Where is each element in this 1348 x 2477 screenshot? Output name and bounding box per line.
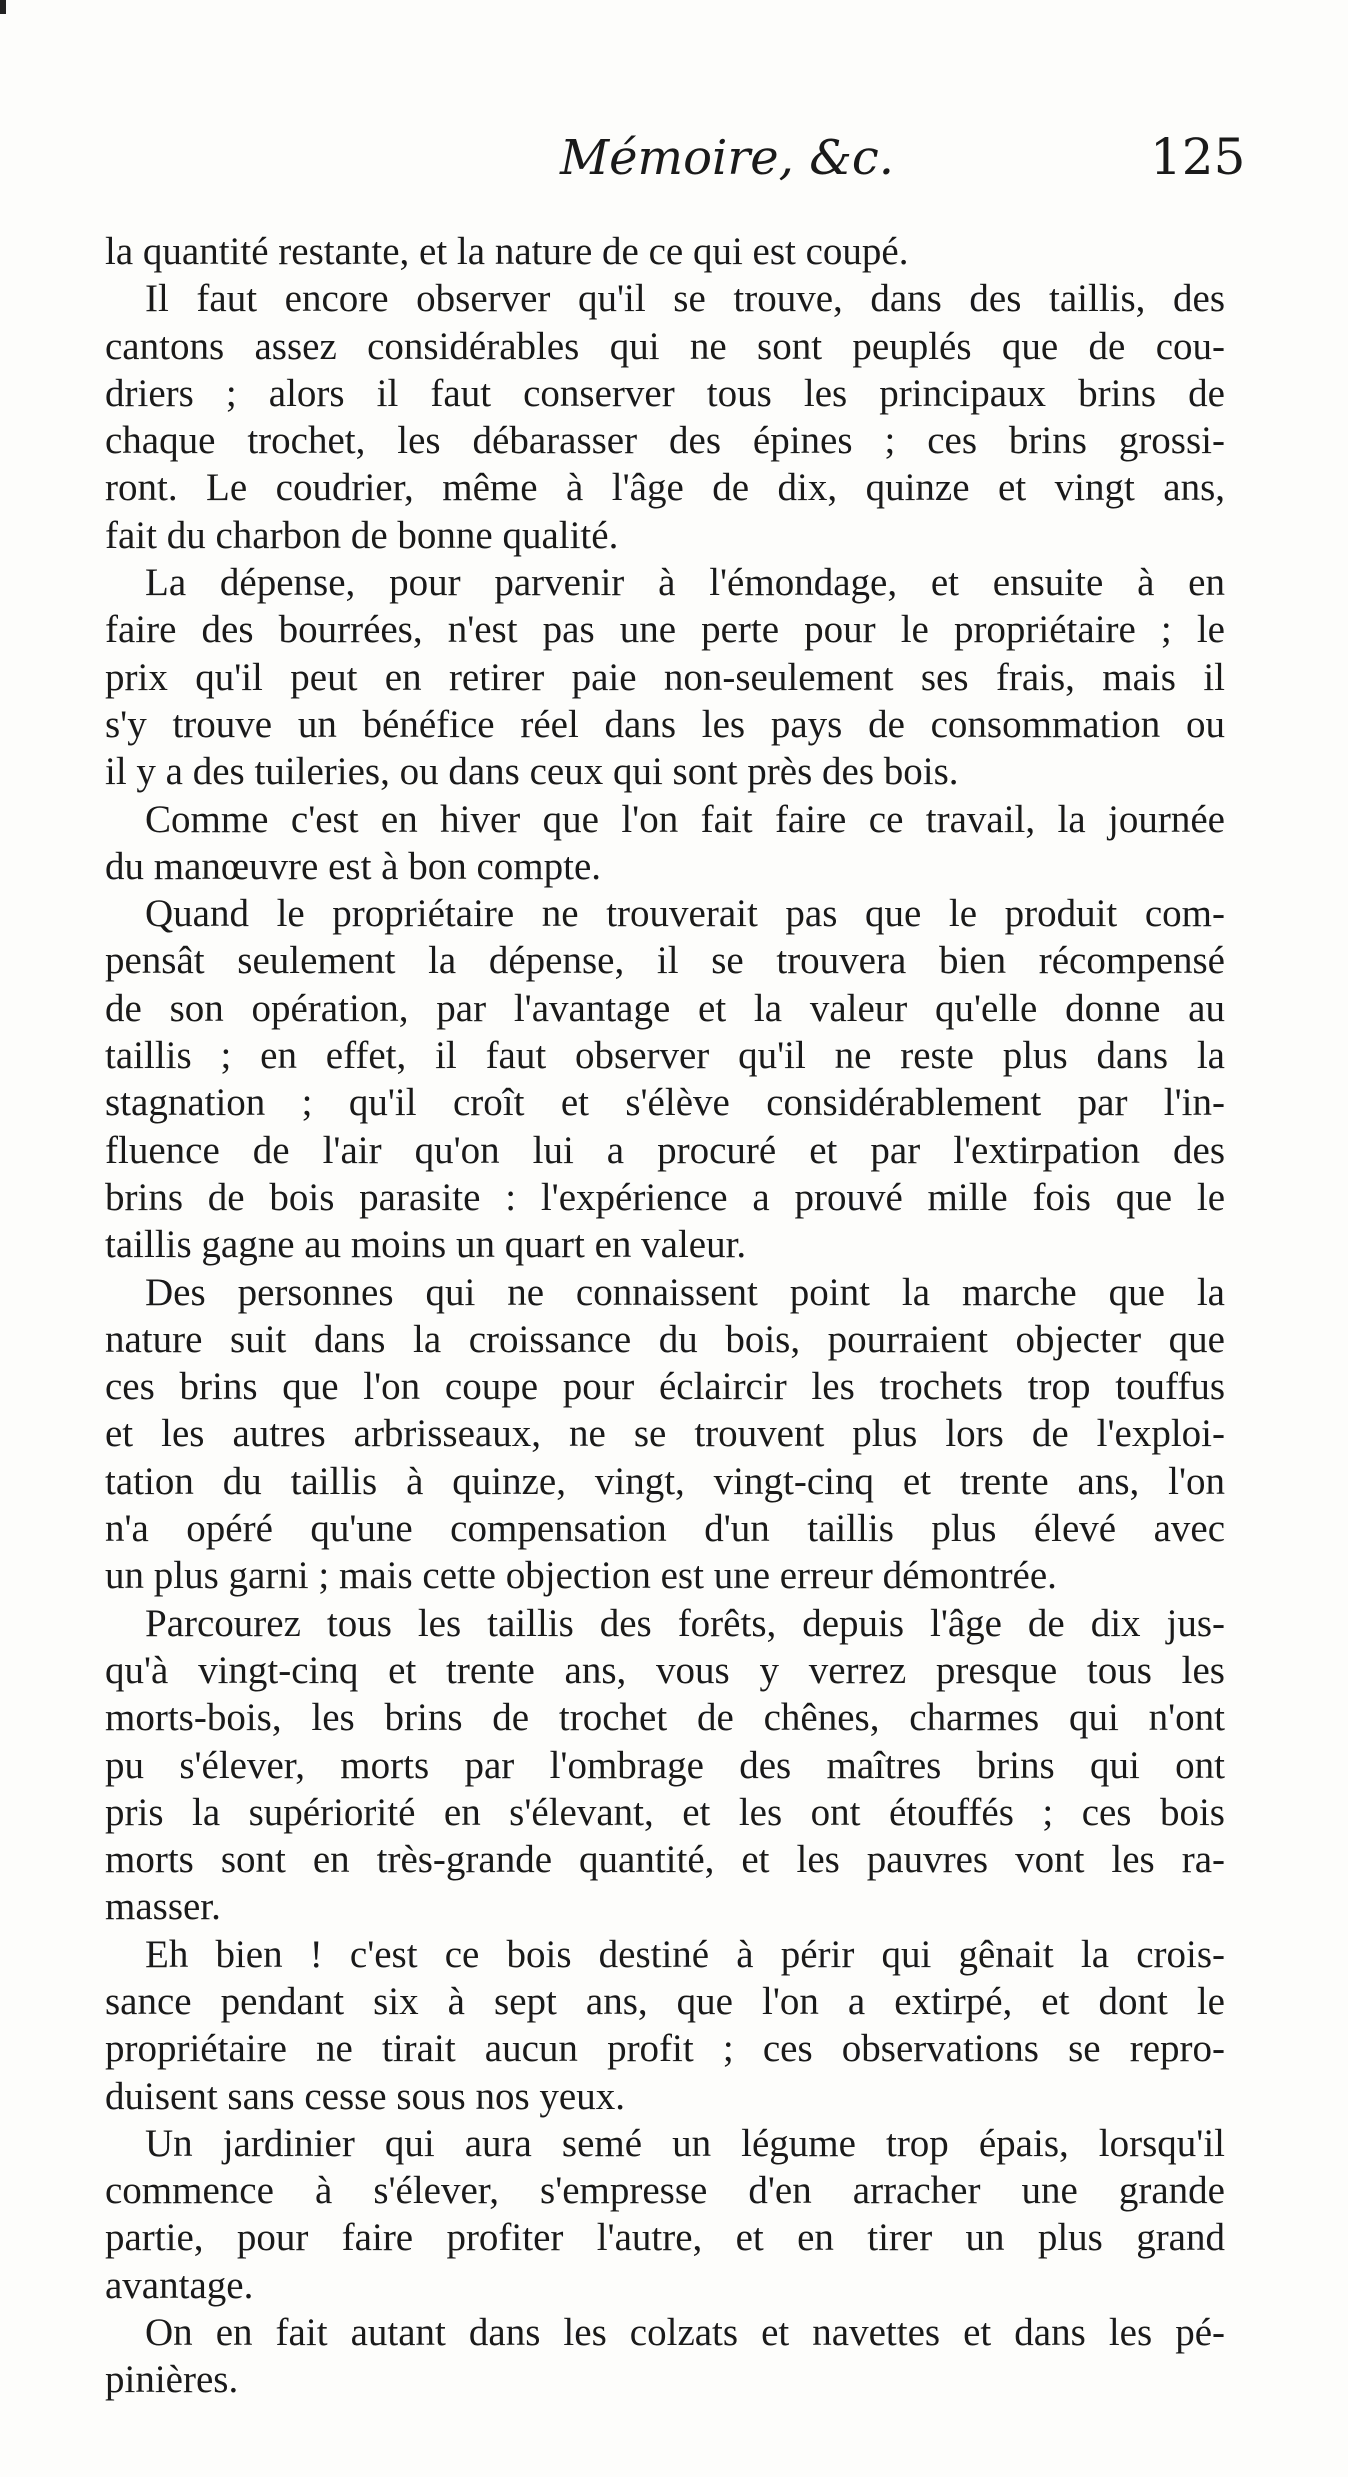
- text-line: tation du taillis à quinze, vingt, vingt-cinq et trente ans, l'on: [105, 1459, 1225, 1503]
- body-text: [105, 228, 1225, 2404]
- text-line: Eh bien ! c'est ce bois destiné à périr qui gênait la crois-: [145, 1932, 1225, 1976]
- text-line: propriétaire ne tirait aucun profit ; ces observations se repro-: [105, 2027, 1225, 2071]
- text-line: driers ; alors il faut conserver tous les principaux brins de: [105, 371, 1225, 415]
- text-line: Parcourez tous les taillis des forêts, depuis l'âge de dix jus-: [145, 1601, 1225, 1645]
- text-line: nature suit dans la croissance du bois, pourraient objecter que: [105, 1317, 1225, 1361]
- text-line: chaque trochet, les débarasser des épines ; ces brins grossi-: [105, 419, 1225, 463]
- text-line: taillis gagne au moins un quart en valeur.: [105, 1223, 747, 1267]
- text-line: duisent sans cesse sous nos yeux.: [105, 2074, 625, 2118]
- text-line: un plus garni ; mais cette objection est une erreur démontrée.: [105, 1554, 1057, 1598]
- scan-edge-mark: [0, 0, 6, 14]
- text-line: Un jardinier qui aura semé un légume trop épais, lorsqu'il: [145, 2121, 1225, 2165]
- text-line: stagnation ; qu'il croît et s'élève considérablement par l'in-: [105, 1081, 1225, 1125]
- text-line: qu'à vingt-cinq et trente ans, vous y verrez presque tous les: [105, 1648, 1225, 1692]
- text-line: partie, pour faire profiter l'autre, et en tirer un plus grand: [105, 2216, 1225, 2260]
- text-line: cantons assez considérables qui ne sont peuplés que de cou-: [105, 324, 1225, 368]
- text-line: pinières.: [105, 2358, 239, 2402]
- text-line: Il faut encore observer qu'il se trouve, dans des taillis, des: [145, 277, 1225, 321]
- text-line: masser.: [105, 1885, 221, 1929]
- text-line: avantage.: [105, 2263, 254, 2307]
- text-line: pu s'élever, morts par l'ombrage des maîtres brins qui ont: [105, 1743, 1225, 1787]
- text-line: s'y trouve un bénéfice réel dans les pays de consommation ou: [105, 702, 1225, 746]
- text-line: il y a des tuileries, ou dans ceux qui sont près des bois.: [105, 750, 959, 794]
- text-line: fluence de l'air qu'on lui a procuré et par l'extirpation des: [105, 1128, 1225, 1172]
- text-line: ront. Le coudrier, même à l'âge de dix, quinze et vingt ans,: [105, 466, 1225, 510]
- text-line: ces brins que l'on coupe pour éclaircir les trochets trop touffus: [105, 1365, 1225, 1409]
- text-line: du manœuvre est à bon compte.: [105, 844, 602, 888]
- text-line: faire des bourrées, n'est pas une perte pour le propriétaire ; le: [105, 608, 1225, 652]
- text-line: brins de bois parasite : l'expérience a prouvé mille fois que le: [105, 1175, 1225, 1219]
- text-line: Comme c'est en hiver que l'on fait faire ce travail, la journée: [145, 797, 1225, 841]
- text-line: Des personnes qui ne connaissent point la marche que la: [145, 1270, 1225, 1314]
- text-line: taillis ; en effet, il faut observer qu'il ne reste plus dans la: [105, 1034, 1225, 1078]
- text-line: la quantité restante, et la nature de ce qui est coupé.: [105, 230, 909, 273]
- text-line: n'a opéré qu'une compensation d'un taillis plus élevé avec: [105, 1507, 1225, 1551]
- text-line: morts-bois, les brins de trochet de chênes, charmes qui n'ont: [105, 1696, 1225, 1740]
- text-line: pensât seulement la dépense, il se trouvera bien récompensé: [105, 939, 1225, 983]
- text-line: pris la supériorité en s'élevant, et les ont étouffés ; ces bois: [105, 1790, 1225, 1834]
- text-line: morts sont en très-grande quantité, et les pauvres vont les ra-: [105, 1838, 1225, 1882]
- text-line: fait du charbon de bonne qualité.: [105, 513, 619, 557]
- text-line: et les autres arbrisseaux, ne se trouvent plus lors de l'exploi-: [105, 1412, 1225, 1456]
- running-title: Mémoire, &c.: [560, 130, 895, 186]
- text-line: On en fait autant dans les colzats et navettes et dans les pé-: [145, 2311, 1225, 2355]
- text-line: La dépense, pour parvenir à l'émondage, et ensuite à en: [145, 561, 1225, 605]
- text-line: prix qu'il peut en retirer paie non-seulement ses frais, mais il: [105, 655, 1225, 699]
- text-line: commence à s'élever, s'empresse d'en arracher une grande: [105, 2169, 1225, 2213]
- text-line: Quand le propriétaire ne trouverait pas que le produit com-: [145, 892, 1225, 936]
- page-number: 125: [1150, 128, 1246, 186]
- text-line: de son opération, par l'avantage et la valeur qu'elle donne au: [105, 986, 1225, 1030]
- text-line: sance pendant six à sept ans, que l'on a extirpé, et dont le: [105, 1979, 1225, 2023]
